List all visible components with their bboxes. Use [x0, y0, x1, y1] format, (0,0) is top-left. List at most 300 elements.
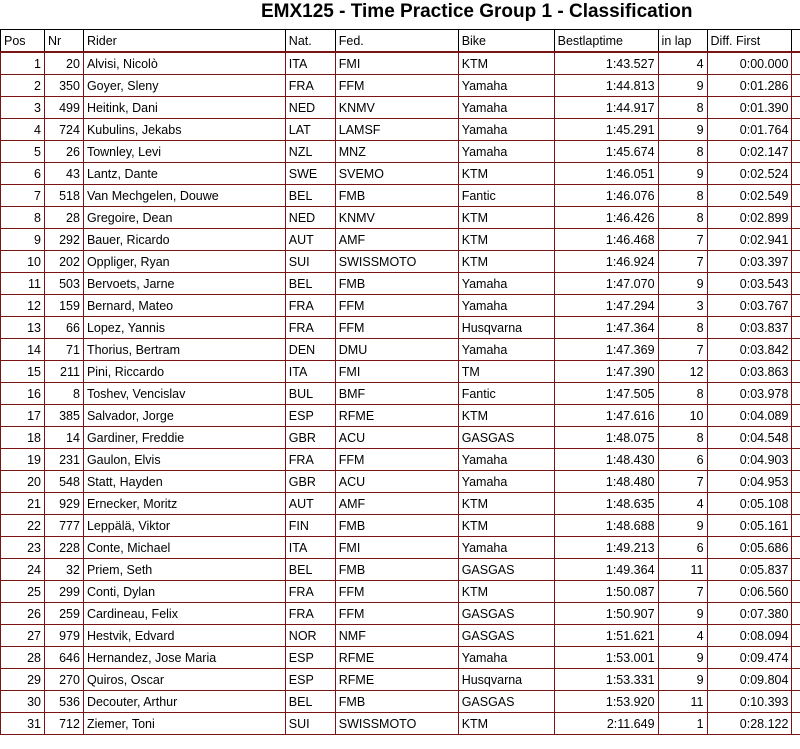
cell-extra — [792, 185, 800, 207]
cell-nat: DEN — [285, 339, 335, 361]
header-bestlaptime: Bestlaptime — [554, 30, 658, 53]
cell-bike: KTM — [458, 493, 554, 515]
cell-pos: 4 — [1, 119, 45, 141]
table-row — [1, 405, 800, 427]
cell-nr: 712 — [44, 713, 83, 735]
cell-extra — [792, 119, 800, 141]
cell-nr: 66 — [44, 317, 83, 339]
cell-nat: ITA — [285, 537, 335, 559]
cell-nr: 646 — [44, 647, 83, 669]
cell-bestlaptime: 1:44.917 — [554, 97, 658, 119]
cell-diff-first: 0:03.397 — [707, 251, 792, 273]
table-row — [1, 691, 800, 713]
table-row — [1, 537, 800, 559]
cell-fed: BMF — [335, 383, 458, 405]
cell-pos: 21 — [1, 493, 45, 515]
cell-rider: Gaulon, Elvis — [83, 449, 285, 471]
cell-fed: FFM — [335, 317, 458, 339]
table-row — [1, 471, 800, 493]
cell-diff-first: 0:04.953 — [707, 471, 792, 493]
cell-bestlaptime: 1:51.621 — [554, 625, 658, 647]
header-in-lap: in lap — [658, 30, 707, 53]
cell-nr: 385 — [44, 405, 83, 427]
table-row — [1, 515, 800, 537]
cell-bestlaptime: 1:48.688 — [554, 515, 658, 537]
cell-rider: Ziemer, Toni — [83, 713, 285, 735]
cell-fed: FMB — [335, 691, 458, 713]
cell-fed: FMB — [335, 515, 458, 537]
cell-diff-first: 0:05.686 — [707, 537, 792, 559]
cell-rider: Leppälä, Viktor — [83, 515, 285, 537]
table-row — [1, 493, 800, 515]
cell-in-lap: 8 — [658, 185, 707, 207]
cell-pos: 31 — [1, 713, 45, 735]
cell-fed: LAMSF — [335, 119, 458, 141]
cell-pos: 25 — [1, 581, 45, 603]
cell-nr: 929 — [44, 493, 83, 515]
cell-rider: Lantz, Dante — [83, 163, 285, 185]
cell-nat: NOR — [285, 625, 335, 647]
cell-fed: FMI — [335, 52, 458, 75]
header-rider: Rider — [83, 30, 285, 53]
cell-extra — [792, 383, 800, 405]
cell-diff-first: 0:09.474 — [707, 647, 792, 669]
cell-rider: Bernard, Mateo — [83, 295, 285, 317]
header-nat: Nat. — [285, 30, 335, 53]
cell-nr: 14 — [44, 427, 83, 449]
cell-in-lap: 8 — [658, 141, 707, 163]
cell-bike: Fantic — [458, 185, 554, 207]
cell-bestlaptime: 1:47.294 — [554, 295, 658, 317]
cell-fed: SWISSMOTO — [335, 251, 458, 273]
header-nr: Nr — [44, 30, 83, 53]
cell-nat: FRA — [285, 317, 335, 339]
cell-nat: SUI — [285, 713, 335, 735]
cell-pos: 8 — [1, 207, 45, 229]
cell-in-lap: 8 — [658, 207, 707, 229]
table-row — [1, 185, 800, 207]
cell-extra — [792, 207, 800, 229]
cell-bestlaptime: 1:46.468 — [554, 229, 658, 251]
cell-nr: 8 — [44, 383, 83, 405]
cell-diff-first: 0:04.903 — [707, 449, 792, 471]
cell-nat: SUI — [285, 251, 335, 273]
cell-diff-first: 0:07.380 — [707, 603, 792, 625]
cell-fed: MNZ — [335, 141, 458, 163]
cell-pos: 23 — [1, 537, 45, 559]
cell-rider: Decouter, Arthur — [83, 691, 285, 713]
cell-diff-first: 0:03.767 — [707, 295, 792, 317]
cell-in-lap: 8 — [658, 97, 707, 119]
cell-nat: BEL — [285, 559, 335, 581]
cell-bike: GASGAS — [458, 427, 554, 449]
cell-extra — [792, 339, 800, 361]
cell-bike: Yamaha — [458, 97, 554, 119]
cell-in-lap: 7 — [658, 581, 707, 603]
cell-in-lap: 3 — [658, 295, 707, 317]
table-row — [1, 427, 800, 449]
cell-nr: 503 — [44, 273, 83, 295]
cell-in-lap: 7 — [658, 339, 707, 361]
cell-nat: FRA — [285, 449, 335, 471]
cell-extra — [792, 603, 800, 625]
cell-bike: GASGAS — [458, 691, 554, 713]
cell-bike: GASGAS — [458, 625, 554, 647]
cell-diff-first: 0:08.094 — [707, 625, 792, 647]
table-row — [1, 52, 800, 75]
cell-fed: SWISSMOTO — [335, 713, 458, 735]
cell-bike: KTM — [458, 229, 554, 251]
table-row — [1, 713, 800, 735]
cell-bestlaptime: 1:44.813 — [554, 75, 658, 97]
header-diff-first: Diff. First — [707, 30, 792, 53]
cell-pos: 20 — [1, 471, 45, 493]
cell-in-lap: 9 — [658, 603, 707, 625]
cell-pos: 18 — [1, 427, 45, 449]
cell-bike: Yamaha — [458, 141, 554, 163]
cell-extra — [792, 449, 800, 471]
header-pos: Pos — [1, 30, 45, 53]
table-row — [1, 141, 800, 163]
cell-fed: FMB — [335, 559, 458, 581]
cell-bike: Yamaha — [458, 119, 554, 141]
cell-rider: Gardiner, Freddie — [83, 427, 285, 449]
cell-extra — [792, 251, 800, 273]
cell-bike: Yamaha — [458, 273, 554, 295]
cell-nr: 350 — [44, 75, 83, 97]
cell-bike: TM — [458, 361, 554, 383]
cell-rider: Townley, Levi — [83, 141, 285, 163]
cell-in-lap: 6 — [658, 537, 707, 559]
cell-in-lap: 10 — [658, 405, 707, 427]
cell-in-lap: 11 — [658, 691, 707, 713]
cell-bestlaptime: 1:47.070 — [554, 273, 658, 295]
cell-rider: Priem, Seth — [83, 559, 285, 581]
cell-rider: Conti, Dylan — [83, 581, 285, 603]
cell-pos: 13 — [1, 317, 45, 339]
cell-nr: 536 — [44, 691, 83, 713]
cell-bike: Yamaha — [458, 339, 554, 361]
cell-pos: 3 — [1, 97, 45, 119]
cell-bestlaptime: 1:49.213 — [554, 537, 658, 559]
cell-nat: LAT — [285, 119, 335, 141]
cell-rider: Hernandez, Jose Maria — [83, 647, 285, 669]
cell-diff-first: 0:05.837 — [707, 559, 792, 581]
cell-pos: 19 — [1, 449, 45, 471]
cell-fed: FMI — [335, 537, 458, 559]
table-row — [1, 581, 800, 603]
cell-bestlaptime: 1:50.907 — [554, 603, 658, 625]
table-row — [1, 119, 800, 141]
cell-nat: BUL — [285, 383, 335, 405]
cell-pos: 2 — [1, 75, 45, 97]
cell-fed: FFM — [335, 581, 458, 603]
cell-diff-first: 0:02.899 — [707, 207, 792, 229]
cell-extra — [792, 537, 800, 559]
cell-extra — [792, 713, 800, 735]
table-row — [1, 97, 800, 119]
cell-diff-first: 0:04.089 — [707, 405, 792, 427]
cell-extra — [792, 273, 800, 295]
cell-diff-first: 0:02.524 — [707, 163, 792, 185]
cell-fed: AMF — [335, 493, 458, 515]
cell-diff-first: 0:00.000 — [707, 52, 792, 75]
cell-bike: Yamaha — [458, 295, 554, 317]
cell-nat: ITA — [285, 52, 335, 75]
cell-in-lap: 4 — [658, 493, 707, 515]
cell-in-lap: 9 — [658, 515, 707, 537]
cell-bike: GASGAS — [458, 559, 554, 581]
cell-nat: ESP — [285, 669, 335, 691]
cell-bestlaptime: 1:49.364 — [554, 559, 658, 581]
cell-bestlaptime: 1:53.001 — [554, 647, 658, 669]
cell-diff-first: 0:01.390 — [707, 97, 792, 119]
cell-fed: ACU — [335, 427, 458, 449]
cell-nat: GBR — [285, 471, 335, 493]
cell-fed: RFME — [335, 405, 458, 427]
cell-diff-first: 0:09.804 — [707, 669, 792, 691]
cell-rider: Toshev, Vencislav — [83, 383, 285, 405]
cell-extra — [792, 317, 800, 339]
cell-diff-first: 0:01.286 — [707, 75, 792, 97]
cell-bestlaptime: 1:47.505 — [554, 383, 658, 405]
cell-pos: 16 — [1, 383, 45, 405]
cell-bestlaptime: 1:50.087 — [554, 581, 658, 603]
cell-extra — [792, 295, 800, 317]
cell-in-lap: 4 — [658, 625, 707, 647]
cell-nat: NZL — [285, 141, 335, 163]
cell-bestlaptime: 1:48.430 — [554, 449, 658, 471]
cell-pos: 27 — [1, 625, 45, 647]
cell-pos: 17 — [1, 405, 45, 427]
classification-table — [0, 29, 800, 735]
table-row — [1, 273, 800, 295]
cell-bike: KTM — [458, 405, 554, 427]
cell-bestlaptime: 1:47.390 — [554, 361, 658, 383]
cell-in-lap: 7 — [658, 471, 707, 493]
cell-rider: Alvisi, Nicolò — [83, 52, 285, 75]
cell-nat: BEL — [285, 273, 335, 295]
cell-extra — [792, 559, 800, 581]
cell-extra — [792, 471, 800, 493]
cell-nr: 26 — [44, 141, 83, 163]
cell-extra — [792, 229, 800, 251]
table-row — [1, 317, 800, 339]
table-row — [1, 647, 800, 669]
cell-nat: BEL — [285, 185, 335, 207]
cell-bike: GASGAS — [458, 603, 554, 625]
cell-in-lap: 9 — [658, 669, 707, 691]
cell-pos: 30 — [1, 691, 45, 713]
cell-bike: KTM — [458, 581, 554, 603]
header-fed: Fed. — [335, 30, 458, 53]
cell-nr: 518 — [44, 185, 83, 207]
cell-extra — [792, 515, 800, 537]
cell-pos: 1 — [1, 52, 45, 75]
cell-extra — [792, 97, 800, 119]
cell-nat: SWE — [285, 163, 335, 185]
table-header-row — [1, 30, 800, 53]
cell-diff-first: 0:05.108 — [707, 493, 792, 515]
cell-bike: Husqvarna — [458, 317, 554, 339]
cell-bike: KTM — [458, 251, 554, 273]
cell-extra — [792, 581, 800, 603]
cell-nr: 979 — [44, 625, 83, 647]
cell-bestlaptime: 1:46.426 — [554, 207, 658, 229]
cell-fed: ACU — [335, 471, 458, 493]
cell-fed: RFME — [335, 647, 458, 669]
cell-pos: 10 — [1, 251, 45, 273]
cell-fed: FFM — [335, 449, 458, 471]
cell-bike: Yamaha — [458, 471, 554, 493]
cell-fed: FMI — [335, 361, 458, 383]
cell-pos: 11 — [1, 273, 45, 295]
cell-pos: 26 — [1, 603, 45, 625]
header-bike: Bike — [458, 30, 554, 53]
cell-fed: SVEMO — [335, 163, 458, 185]
cell-diff-first: 0:02.549 — [707, 185, 792, 207]
cell-extra — [792, 163, 800, 185]
cell-extra — [792, 691, 800, 713]
cell-bestlaptime: 1:45.674 — [554, 141, 658, 163]
cell-nr: 499 — [44, 97, 83, 119]
cell-in-lap: 8 — [658, 383, 707, 405]
cell-diff-first: 0:03.978 — [707, 383, 792, 405]
cell-in-lap: 9 — [658, 75, 707, 97]
cell-bestlaptime: 1:47.616 — [554, 405, 658, 427]
cell-extra — [792, 361, 800, 383]
cell-fed: KNMV — [335, 207, 458, 229]
cell-fed: FMB — [335, 185, 458, 207]
cell-fed: RFME — [335, 669, 458, 691]
cell-nr: 270 — [44, 669, 83, 691]
cell-pos: 24 — [1, 559, 45, 581]
cell-pos: 28 — [1, 647, 45, 669]
cell-pos: 15 — [1, 361, 45, 383]
cell-diff-first: 0:02.941 — [707, 229, 792, 251]
cell-rider: Van Mechgelen, Douwe — [83, 185, 285, 207]
cell-fed: FFM — [335, 603, 458, 625]
cell-bike: Fantic — [458, 383, 554, 405]
cell-pos: 22 — [1, 515, 45, 537]
cell-in-lap: 1 — [658, 713, 707, 735]
cell-bestlaptime: 1:53.920 — [554, 691, 658, 713]
table-row — [1, 383, 800, 405]
cell-diff-first: 0:05.161 — [707, 515, 792, 537]
cell-rider: Thorius, Bertram — [83, 339, 285, 361]
table-row — [1, 207, 800, 229]
cell-bike: Yamaha — [458, 449, 554, 471]
cell-diff-first: 0:01.764 — [707, 119, 792, 141]
cell-rider: Hestvik, Edvard — [83, 625, 285, 647]
cell-fed: NMF — [335, 625, 458, 647]
title-text: EMX125 - Time Practice Group 1 - Classification — [261, 1, 693, 22]
cell-rider: Oppliger, Ryan — [83, 251, 285, 273]
cell-bestlaptime: 1:48.635 — [554, 493, 658, 515]
table-row — [1, 361, 800, 383]
cell-bike: Yamaha — [458, 647, 554, 669]
cell-nr: 724 — [44, 119, 83, 141]
cell-nat: AUT — [285, 229, 335, 251]
cell-nr: 71 — [44, 339, 83, 361]
cell-extra — [792, 647, 800, 669]
cell-bike: KTM — [458, 52, 554, 75]
cell-extra — [792, 427, 800, 449]
cell-in-lap: 11 — [658, 559, 707, 581]
cell-extra — [792, 141, 800, 163]
cell-rider: Lopez, Yannis — [83, 317, 285, 339]
cell-diff-first: 0:28.122 — [707, 713, 792, 735]
cell-fed: FFM — [335, 295, 458, 317]
cell-nr: 32 — [44, 559, 83, 581]
cell-nr: 228 — [44, 537, 83, 559]
cell-in-lap: 8 — [658, 427, 707, 449]
cell-nr: 292 — [44, 229, 83, 251]
cell-rider: Goyer, Sleny — [83, 75, 285, 97]
cell-fed: FFM — [335, 75, 458, 97]
cell-in-lap: 4 — [658, 52, 707, 75]
cell-pos: 29 — [1, 669, 45, 691]
cell-diff-first: 0:03.543 — [707, 273, 792, 295]
cell-pos: 14 — [1, 339, 45, 361]
cell-fed: DMU — [335, 339, 458, 361]
cell-nat: AUT — [285, 493, 335, 515]
cell-nat: GBR — [285, 427, 335, 449]
cell-pos: 9 — [1, 229, 45, 251]
table-row — [1, 339, 800, 361]
table-row — [1, 669, 800, 691]
cell-bike: KTM — [458, 515, 554, 537]
cell-diff-first: 0:03.863 — [707, 361, 792, 383]
cell-fed: KNMV — [335, 97, 458, 119]
cell-nr: 20 — [44, 52, 83, 75]
cell-nr: 548 — [44, 471, 83, 493]
cell-bestlaptime: 1:46.924 — [554, 251, 658, 273]
cell-extra — [792, 405, 800, 427]
table-row — [1, 229, 800, 251]
cell-bestlaptime: 1:45.291 — [554, 119, 658, 141]
cell-nat: ESP — [285, 647, 335, 669]
cell-diff-first: 0:06.560 — [707, 581, 792, 603]
cell-extra — [792, 52, 800, 75]
cell-diff-first: 0:03.837 — [707, 317, 792, 339]
page-title — [0, 0, 800, 26]
cell-nat: NED — [285, 97, 335, 119]
table-row — [1, 625, 800, 647]
cell-in-lap: 8 — [658, 317, 707, 339]
table-row — [1, 251, 800, 273]
cell-rider: Salvador, Jorge — [83, 405, 285, 427]
cell-rider: Bervoets, Jarne — [83, 273, 285, 295]
cell-rider: Quiros, Oscar — [83, 669, 285, 691]
cell-nr: 299 — [44, 581, 83, 603]
cell-rider: Cardineau, Felix — [83, 603, 285, 625]
table-row — [1, 603, 800, 625]
cell-bike: KTM — [458, 207, 554, 229]
cell-diff-first: 0:04.548 — [707, 427, 792, 449]
cell-nr: 777 — [44, 515, 83, 537]
cell-extra — [792, 669, 800, 691]
cell-pos: 6 — [1, 163, 45, 185]
cell-nat: FRA — [285, 295, 335, 317]
cell-fed: AMF — [335, 229, 458, 251]
cell-in-lap: 9 — [658, 273, 707, 295]
cell-in-lap: 9 — [658, 647, 707, 669]
cell-nat: ESP — [285, 405, 335, 427]
cell-nr: 202 — [44, 251, 83, 273]
cell-rider: Kubulins, Jekabs — [83, 119, 285, 141]
cell-rider: Ernecker, Moritz — [83, 493, 285, 515]
